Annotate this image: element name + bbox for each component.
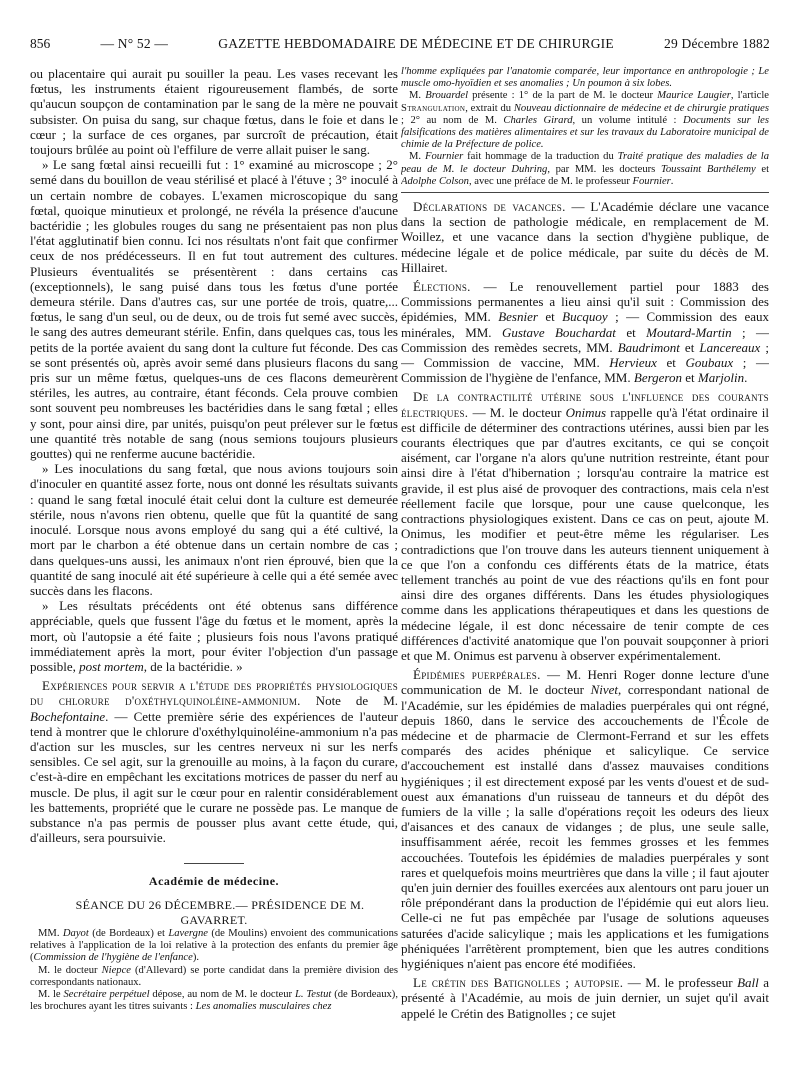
text-run: et xyxy=(537,309,563,325)
italic-run: Marjolin xyxy=(697,370,745,386)
text-run: , par MM. les docteurs xyxy=(547,163,661,175)
italic-run: Nivet xyxy=(590,682,619,698)
italic-run: Nouveau dictionnaire de médecine et de chirurgie pratiques xyxy=(513,102,769,114)
text-run: — M. le docteur xyxy=(468,404,566,420)
text-run: ; — Commission de l'hygiène de l'enfance, MM. xyxy=(401,355,769,386)
text-run: présente : 1° de la part de M. le docteur xyxy=(468,90,658,102)
text-run: M. xyxy=(409,151,425,163)
text-run: ; — Commission de vaccine, MM. xyxy=(401,339,769,371)
paragraph xyxy=(401,151,769,188)
section-heading: Épidémies puerpérales. xyxy=(413,667,541,683)
text-run: (de Bordeaux), les brochures ayant les titres suivants : xyxy=(30,988,398,1013)
text-run: » Les résultats précédents ont été obtenus sans différence appréciable, quels que fussent l'âge du fœtus et le moment, après la mort, où l'autopsie a été faite ; plusieurs fois nous l'avons pratiqué immédiatement après la mort, pour éviter l'objection d'un passage possible, xyxy=(30,598,398,674)
italic-run: Charles Girard xyxy=(503,114,573,126)
issue-date: 29 Décembre 1882 xyxy=(664,36,770,51)
paragraph xyxy=(30,928,398,965)
italic-run: Documents sur les falsifications des matières alimentaires et sur les travaux du Laboratoire municipal de chimie de la Préfecture de police. xyxy=(401,114,769,151)
italic-run: Fournier xyxy=(632,175,671,187)
paragraph xyxy=(401,90,769,151)
text-run: , correspondant national de l'Académie, sur les épidémies de maladies puerpérales qui ont régné, depuis 1860, dans le service des accouchements de l'École de médecine et de pharmacie de Clermont-Ferrand et sur les effets comparés des acides phénique et salicylique. Ce service d'accouchement est installé dans d'assez mauvaises conditions hygiéniques ; il est directement exposé par les vents d'ouest et de sud-ouest aux émanations d'un ruisseau de tanneurs et du dépôt des fumiers de la ville ; la salle d'opérations reçoit les odeurs des lieux d'aisances et des canaux de vidanges ; de plus, une seule salle, insuffisamment aérée, recoit les femmes grosses et les femmes accouchées. Toutefois les épidémies de maladies puerpérales y sont rares et quelquefois moins meurtrières que dans la ville ; il faut ajouter qu'en juin dernier des fouilles exercées aux alentours ont paru jouer un rôle prépondérant dans la production de l'épidémie qui eut alors lieu. Celle-ci ne fut pas empêchée par l'usage de solutions aqueuses saturées d'acide salicylique ; mais les applications et les fumigations phéniquées l'arrêtèrent promptement, bien que les autres conditions hygiéniques n'aient pas encore été modifiées. xyxy=(401,682,769,971)
italic-run: l'homme expliquées par l'anatomie comparée, leur importance en anthropologie ; Le muscle omo-hyoïdien et ses anomalies ; Un poumon à six lobes. xyxy=(401,66,769,90)
text-run: . — Cette première série des expériences de l'auteur tend à montrer que le chlorure d'oxéthylquinoléine-ammonium n'a pas d'action sur les muscles, sur les centres nerveux ni sur les nerfs sensibles. Ce sel agit, sur la grenouille au moins, à la façon du curare, c'est-à-dire en empêchant les excitations motrices de passer du nerf au muscle. De plus, il agit sur le cœur pour en ralentir considérablement les battements, propriété que le curare ne possède pas. Le manque de substance n'a pas permis de pousser plus avant cette étude, qui, d'ailleurs, sera poursuivie. xyxy=(30,708,398,846)
correspondence-continued xyxy=(401,66,769,188)
text-run: — M. le professeur xyxy=(623,975,738,991)
italic-run: Moutard-Martin xyxy=(646,324,732,340)
italic-run: Gustave Bouchardat xyxy=(501,324,616,340)
paragraph xyxy=(401,66,769,90)
italic-run: L. Testut xyxy=(294,988,332,1000)
italic-run: Besnier xyxy=(498,309,538,325)
journal-title: GAZETTE HEBDOMADAIRE DE MÉDECINE ET DE CHIRURGIE xyxy=(218,36,614,51)
italic-run: Dayot xyxy=(62,927,89,939)
italic-run: Toussaint Barthélemy xyxy=(660,163,756,175)
italic-run: Traité pratique des maladies de la peau de M. le docteur Duhring xyxy=(401,151,769,175)
text-run: et xyxy=(679,339,700,355)
section-heading: De la contractilité utérine sous l'influence des courants électriques. xyxy=(401,389,769,420)
text-run: M. le docteur xyxy=(38,964,102,976)
text-run: M. xyxy=(409,90,426,102)
text-run: ; — Commission des remèdes secrets, MM. xyxy=(401,324,769,355)
italic-run: Goubaux xyxy=(685,355,734,371)
paragraph: ou placentaire qui aurait pu souiller la peau. Les vases recevant les fœtus, les instruments étaient rigoureusement flambés, de sorte qu'aucun soupçon de contamination par le sang de la mère ne pouvait subsister. On puisa du sang, sur chaque fœtus, dans le foie et dans le cœur ; la surface de ces organes, par surcroît de précaution, était toujours brûlée au point où l'effilure de verre allait puiser le sang. xyxy=(30,66,398,158)
text-run: . xyxy=(744,370,748,386)
paragraph xyxy=(30,598,398,674)
paragraph xyxy=(401,279,769,385)
italic-run: Adolphe Colson xyxy=(401,175,469,187)
text-run: a présenté à l'Académie, au mois de juin dernier, un sujet qu'il avait appelé le Crétin des Batignolles ; ce sujet xyxy=(401,975,769,1021)
italic-run: Fournier xyxy=(424,151,464,163)
italic-run: Onimus xyxy=(565,404,607,420)
italic-run: Baudrimont xyxy=(617,339,680,355)
text-run: Note de M. xyxy=(300,693,398,709)
text-run: ). xyxy=(192,952,199,964)
italic-run: Commission de l'hygiène de l'enfance xyxy=(33,952,193,964)
text-run: , l'article xyxy=(730,90,769,102)
paragraph: » Les inoculations du sang fœtal, que nous avions toujours soin d'inoculer en quantité assez forte, nous ont donné les résultats suivants : quand le sang fœtal inoculé était celui dont la culture est demeurée stérile, nous n'avons rien obtenu, quelle que fût la quantité de sang inoculé. Lorsque nous avons employé du sang qui a été cultivé, la mort par le charbon a été obtenue dans un certain nombre de cas ; dans quelques-uns aussi, les animaux n'ont rien éprouvé, bien que la quantité de sang inoculé ait été supérieure à celle qui a été semée avec succès dans les flacons. xyxy=(30,461,398,598)
text-run: dépose, au nom de M. le docteur xyxy=(149,988,295,1000)
italic-run: Bucquoy xyxy=(562,309,608,325)
italic-run: Lavergne xyxy=(168,927,208,939)
paragraph: » Le sang fœtal ainsi recueilli fut : 1° examiné au microscope ; 2° semé dans du bouillon de veau stérilisé et placé à l'étuve ; 3° inoculé à un certain nombre de cobayes. L'examen microscopique du sang fœtal, quoique minutieux et prolongé, ne révéla la présence d'aucune bactéridie ; les globules rouges du sang ne présentaient pas non plus l'état agglutinatif bien connu. Ici nos résultats n'ont fait que confirmer ceux de nos prédécesseurs. Il en fut tout autrement des cultures. Plusieurs éventualités se présentèrent : dans certains cas (exceptionnels), le sang puisé dans tous les fœtus d'une portée demeura stérile. Dans d'autres cas, sur une portée de trois, quatre,... fœtus, le sang d'un seul, ou de deux, ou de trois fut semé avec succès, le sang des autres demeurant stérile. Enfin, dans quelques cas, tous les petits de la portée avaient du sang dont la culture fut féconde. Des cas se sont présentés où, après avoir semé dans plusieurs flacons du sang pris sur un même fœtus, quelques-uns de ces flacons demeurèrent stériles, les autres, au contraire, étant féconds. Cela prouve combien sont souvent peu nombreuses les bactéridies dans le sang fœtal ; elles y sont, pour ainsi dire, par unités, puisqu'on peut prélever sur le fœtus une quantité très notable de sang (nous semions toujours plusieurs gouttes) qui ne renferme aucune bactéridie. xyxy=(30,157,398,462)
text-run: — M. Henri Roger donne lecture d'une communication de M. le docteur xyxy=(401,667,769,698)
smallcaps-run: Strangulation xyxy=(401,102,466,114)
paragraph xyxy=(401,975,769,1021)
issue-number: — N° 52 — xyxy=(100,36,169,51)
paragraph xyxy=(401,667,769,971)
text-run: , de la bactéridie. » xyxy=(143,658,243,674)
text-run: MM. xyxy=(38,927,63,939)
text-run: , avec une préface de M. le professeur xyxy=(468,175,633,187)
section-heading: Élections. xyxy=(413,279,471,295)
text-run: et xyxy=(682,370,698,386)
right-column xyxy=(401,66,769,1076)
text-run: M. le xyxy=(38,988,64,1000)
paragraph xyxy=(401,199,769,275)
separator-rule xyxy=(184,863,244,864)
text-run: et xyxy=(656,355,686,371)
running-header xyxy=(30,36,770,58)
text-run: (de Moulins) envoient des communications relatives à l'application de la loi relative à la protection des enfants du premier âge ( xyxy=(30,927,398,964)
italic-run: Lancereaux xyxy=(699,339,761,355)
text-run: (d'Allevard) se porte candidat dans la première division des correspondants nationaux. xyxy=(30,964,398,988)
page-number: 856 xyxy=(30,36,51,51)
text-run: ; — Commission des eaux minérales, MM. xyxy=(401,309,769,340)
text-run: fait hommage de la traduction du xyxy=(463,151,618,163)
author-name: Bochefontaine xyxy=(30,708,106,724)
text-run: . xyxy=(670,175,674,187)
italic-run: post mortem xyxy=(79,658,144,674)
section-heading: Expériences pour servir a l'étude des propriétés physiologiques du chlorure d'oxéthylquinoléine-ammonium. xyxy=(30,678,398,709)
section-heading: Déclarations de vacances. xyxy=(413,199,566,215)
italic-run: Ball xyxy=(737,975,759,991)
paragraph xyxy=(401,389,769,663)
correspondence-block xyxy=(30,928,398,1013)
text-run: (de Bordeaux) et xyxy=(88,927,169,939)
seance-line: SÉANCE DU 26 DÉCEMBRE.— PRÉSIDENCE DE M. GAVARRET. xyxy=(75,897,365,927)
italic-run: Hervieux xyxy=(609,355,657,371)
text-run: — L'Académie déclare une vacance dans la section de pathologie médicale, en remplacement de M. Woillez, et une vacance dans la section d'hygiène publique, de médecine légale et de police médicale, par suite du décès de M. Hillairet. xyxy=(401,199,769,275)
italic-run: Brouardel xyxy=(425,90,469,102)
text-run: et xyxy=(755,163,769,175)
text-run: rappelle qu'à l'état ordinaire il est difficile de déterminer des contractions utérines, aussi bien par les courants électriques que par d'autres excitants, ce qui se conçoit aisément, car l'organe n'a alors qu'une nutrition restreinte, étant pour ainsi dire à l'état d'hibernation ; lorsqu'au contraire la matrice est gravide, il est plus aisé de provoquer des contractions, mais cela n'est réellement facile que lorsque, pour une cause quelconque, les contractions physiologiques existent. Dans ce cas on peut, ajoute M. Onimus, les modifier et peut-être même les régulariser. Les contradictions que l'on trouve dans les auteurs tiennent uniquement à ce que l'on a confondu ces différents états de la matrice, états tellement tranchés au point de vue des réactions qu'ils en font pour ainsi dire des organes différents. Dans les études physiologiques comme dans les applications thérapeutiques et dans les questions de médecine légale, il est donc nécessaire de tenir compte de ces différences d'activité anatomique que l'on pouvait soupçonner à priori et que M. Onimus est parvenu à observer expérimentalement. xyxy=(401,404,769,663)
italic-run: Maurice Laugier xyxy=(657,90,731,102)
text-run: ; 2° au nom de M. xyxy=(401,114,504,126)
paragraph xyxy=(30,678,398,845)
italic-run: Secrétaire perpétuel xyxy=(63,988,150,1000)
text-run: et xyxy=(615,324,647,340)
left-column xyxy=(30,66,398,1076)
text-run: , un volume intitulé : xyxy=(572,114,683,126)
italic-run: Les anomalies musculaires chez xyxy=(195,1001,332,1013)
paragraph xyxy=(30,989,398,1013)
paragraph xyxy=(30,965,398,989)
text-run: , extrait du xyxy=(465,102,514,114)
separator-rule xyxy=(401,192,769,193)
section-heading: Le crétin des Batignolles ; autopsie. xyxy=(413,975,624,991)
academy-title-text: Académie de médecine. xyxy=(148,874,280,889)
academy-title xyxy=(30,863,398,889)
italic-run: Niepce xyxy=(101,964,131,976)
text-run: — Le renouvellement partiel pour 1883 des Commissions permanentes a lieu ainsi qu'il suit : Commission des épidémies, MM. xyxy=(401,279,769,325)
italic-run: Bergeron xyxy=(633,370,683,386)
